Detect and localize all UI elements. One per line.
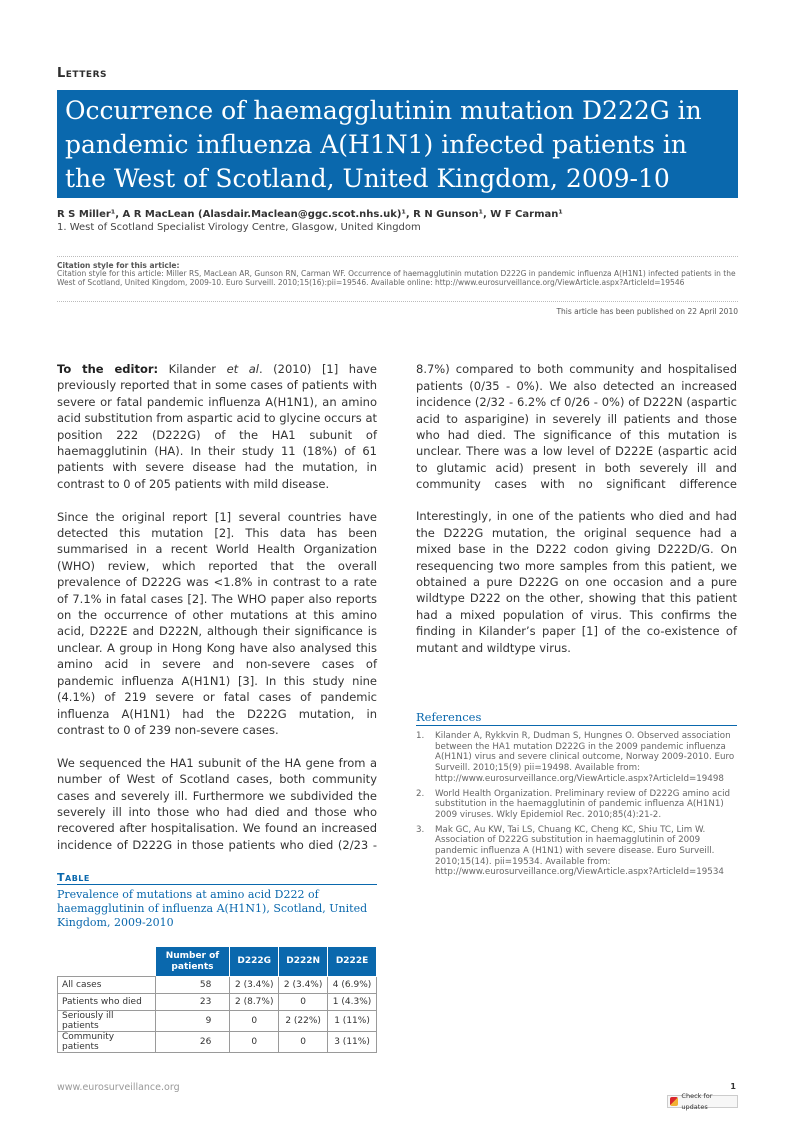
- table-cell: Community patients: [58, 1032, 156, 1053]
- paragraph: Since the original report [1] several countries have detected this mutation [2]. This data has been summarised in a recent World Health Organization (WHO) review, which reported that the overall prevalence of D222G was <1.8% in contrast to a rate of 7.1% in fatal cases [2]. The WHO paper also reports on the occurrence of other mutations at this amino acid, D222E and D222N, although their significance is unclear. A group in Hong Kong have also analysed this amino acid in severe and non-severe cases of pandemic influenza A(H1N1) [3]. In this study nine (4.1%) of 219 severe or fatal cases of pandemic influenza A(H1N1) had the D222G mutation, in contrast to 0 of 239 non-severe cases.: [57, 509, 377, 737]
- references-heading: References: [416, 710, 482, 724]
- reference-text: Mak GC, Au KW, Tai LS, Chuang KC, Cheng KC, Shiu TC, Lim W. Association of D222G substitution in haemagglutinin of 2009 pandemic influenza A (H1N1) with severe disease. Euro Surveill. 2010;15(14). pii=19534. Available from: http://www.eurosurveillance.org/ViewArticle.aspx?ArticleId=19534: [435, 824, 724, 878]
- check-for-updates-label: Check for updates: [681, 1091, 713, 1111]
- table-label: Table: [57, 871, 90, 884]
- table-header-cell: D222G: [230, 947, 279, 977]
- table-cell: 0: [230, 1011, 279, 1032]
- results-table: [57, 946, 377, 1053]
- table-caption: Prevalence of mutations at amino acid D222 of haemagglutinin of influenza A(H1N1), Scotland, United Kingdom, 2009-2010: [57, 888, 368, 929]
- lead-in: To the editor:: [57, 362, 159, 376]
- reference-text: World Health Organization. Preliminary review of D222G amino acid substitution in the haemagglutinin of pandemic influenza A(H1N1) 2009 viruses. Wkly Epidemiol Rec. 2010;85(4):21-2.: [435, 788, 731, 820]
- reference-item: [416, 789, 737, 821]
- reference-text: Kilander A, Rykkvin R, Dudman S, Hungnes O. Observed association between the HA1 mutation D222G in the 2009 pandemic influenza A(H1N1) virus and severe clinical outcome, Norway 2009-2010. Euro Surveill. 2010;15(9) pii=19498. Available from: http://www.eurosurveillance.org/ViewArticle.aspx?ArticleId=19498: [435, 731, 735, 784]
- reference-number: 3.: [416, 824, 425, 835]
- crossmark-icon: [670, 1097, 678, 1106]
- table-header-cell: [58, 947, 156, 977]
- paragraph-continuation: 8.7%) compared to both community and hospitalised patients (0/35 - 0%). We also detected an increased incidence (2/32 - 6.2% cf 0/26 - 0%) of D222N (aspartic acid to asparigine) in severely ill patients and those who had died. The significance of this mutation is unclear. There was a low level of D222E (aspartic acid to glutamic acid) present in both severely ill and community cases with no significant difference: [416, 362, 737, 492]
- table-cell: 0: [279, 994, 328, 1011]
- check-for-updates-button[interactable]: [667, 1091, 738, 1111]
- text-run: . (2010) [1] have previously reported that in some cases of patients with severe or fatal pandemic influenza A(H1N1), an amino acid substitution from aspartic acid to glycine occurs at position 222 (D222G) of the HA1 subunit of haemagglutinin (HA). In their study 11 (18%) of 61 patients with severe disease had the mutation, in contrast to 0 of 205 patients with mild disease.: [57, 362, 377, 491]
- table-cell: All cases: [58, 977, 156, 994]
- table-cell: 0: [230, 1032, 279, 1053]
- table-header-cell: D222E: [328, 947, 377, 977]
- divider: [57, 301, 738, 302]
- table-row: [58, 1032, 377, 1053]
- reference-number: 2.: [416, 788, 425, 799]
- title-banner: [57, 90, 738, 198]
- published-date: This article has been published on 22 April 2010: [556, 307, 738, 316]
- table-cell: 4 (6.9%): [328, 977, 377, 994]
- table-cell: 3 (11%): [328, 1032, 377, 1053]
- table-cell: Seriously ill patients: [58, 1011, 156, 1032]
- table-cell: 58: [155, 977, 230, 994]
- body-column-left: [57, 361, 377, 869]
- references-rule: [416, 725, 737, 726]
- page-number: 1: [730, 1082, 736, 1091]
- article-title: Occurrence of haemagglutinin mutation D222G in pandemic influenza A(H1N1) infected patients in the West of Scotland, United Kingdom, 2009-10: [65, 96, 702, 193]
- references-list: [416, 731, 737, 882]
- text-run-italic: et al: [226, 362, 259, 376]
- reference-item: [416, 825, 737, 879]
- citation-text: Citation style for this article: Miller RS, MacLean AR, Gunson RN, Carman WF. Occurrence of haemagglutinin mutation D222G in pandemic influenza A(H1N1) infected patients in the West of Scotland, United Kingdom, 2009-10. Euro Surveill. 2010;15(16):pii=19546. Available online: http://www.eurosurveillance.org/ViewArticle.aspx?ArticleId=19546: [57, 269, 736, 288]
- paragraph: [57, 361, 377, 492]
- table-cell: 2 (8.7%): [230, 994, 279, 1011]
- table-header-cell: D222N: [279, 947, 328, 977]
- affiliation: 1. West of Scotland Specialist Virology Centre, Glasgow, United Kingdom: [57, 222, 421, 233]
- table-row: [58, 1011, 377, 1032]
- text-run: Kilander: [158, 362, 227, 376]
- table-cell: 2 (22%): [279, 1011, 328, 1032]
- table-cell: 2 (3.4%): [230, 977, 279, 994]
- body-column-right: [416, 361, 737, 672]
- table-header-row: [58, 947, 377, 977]
- paragraph: We sequenced the HA1 subunit of the HA gene from a number of West of Scotland cases, both community cases and severely ill. Furthermore we subdivided the severely ill into those who had died and those who recovered after hospitalisation. We found an increased incidence of D222G in those patients who died (2/23 -: [57, 755, 377, 852]
- table-cell: 1 (4.3%): [328, 994, 377, 1011]
- table-cell: 2 (3.4%): [279, 977, 328, 994]
- authors: R S Miller¹, A R MacLean (Alasdair.Maclean@ggc.scot.nhs.uk)¹, R N Gunson¹, W F Carman¹: [57, 209, 563, 220]
- table-cell: 9: [155, 1011, 230, 1032]
- table-cell: 0: [279, 1032, 328, 1053]
- reference-item: [416, 731, 737, 785]
- paragraph-continued: [416, 361, 737, 492]
- table-row: [58, 994, 377, 1011]
- table-cell: Patients who died: [58, 994, 156, 1011]
- table-cell: 23: [155, 994, 230, 1011]
- footer-url[interactable]: www.eurosurveillance.org: [57, 1082, 180, 1093]
- divider: [57, 256, 738, 257]
- table-header-cell: Number of patients: [155, 947, 230, 977]
- table-cell: 26: [155, 1032, 230, 1053]
- table-row: [58, 977, 377, 994]
- section-label: Letters: [57, 66, 107, 81]
- table-rule: [57, 884, 377, 885]
- table-cell: 1 (11%): [328, 1011, 377, 1032]
- reference-number: 1.: [416, 731, 425, 741]
- paragraph: Interestingly, in one of the patients who died and had the D222G mutation, the original sequence had a mixed base in the D222 codon giving D222D/G. On resequencing two more samples from this patient, we obtained a pure D222G on one occasion and a pure wildtype D222 on the other, showing that this patient had a mixed population of virus. This confirms the finding in Kilander’s paper [1] of the co-existence of mutant and wildtype virus.: [416, 509, 737, 655]
- citation-heading: Citation style for this article:: [57, 261, 180, 270]
